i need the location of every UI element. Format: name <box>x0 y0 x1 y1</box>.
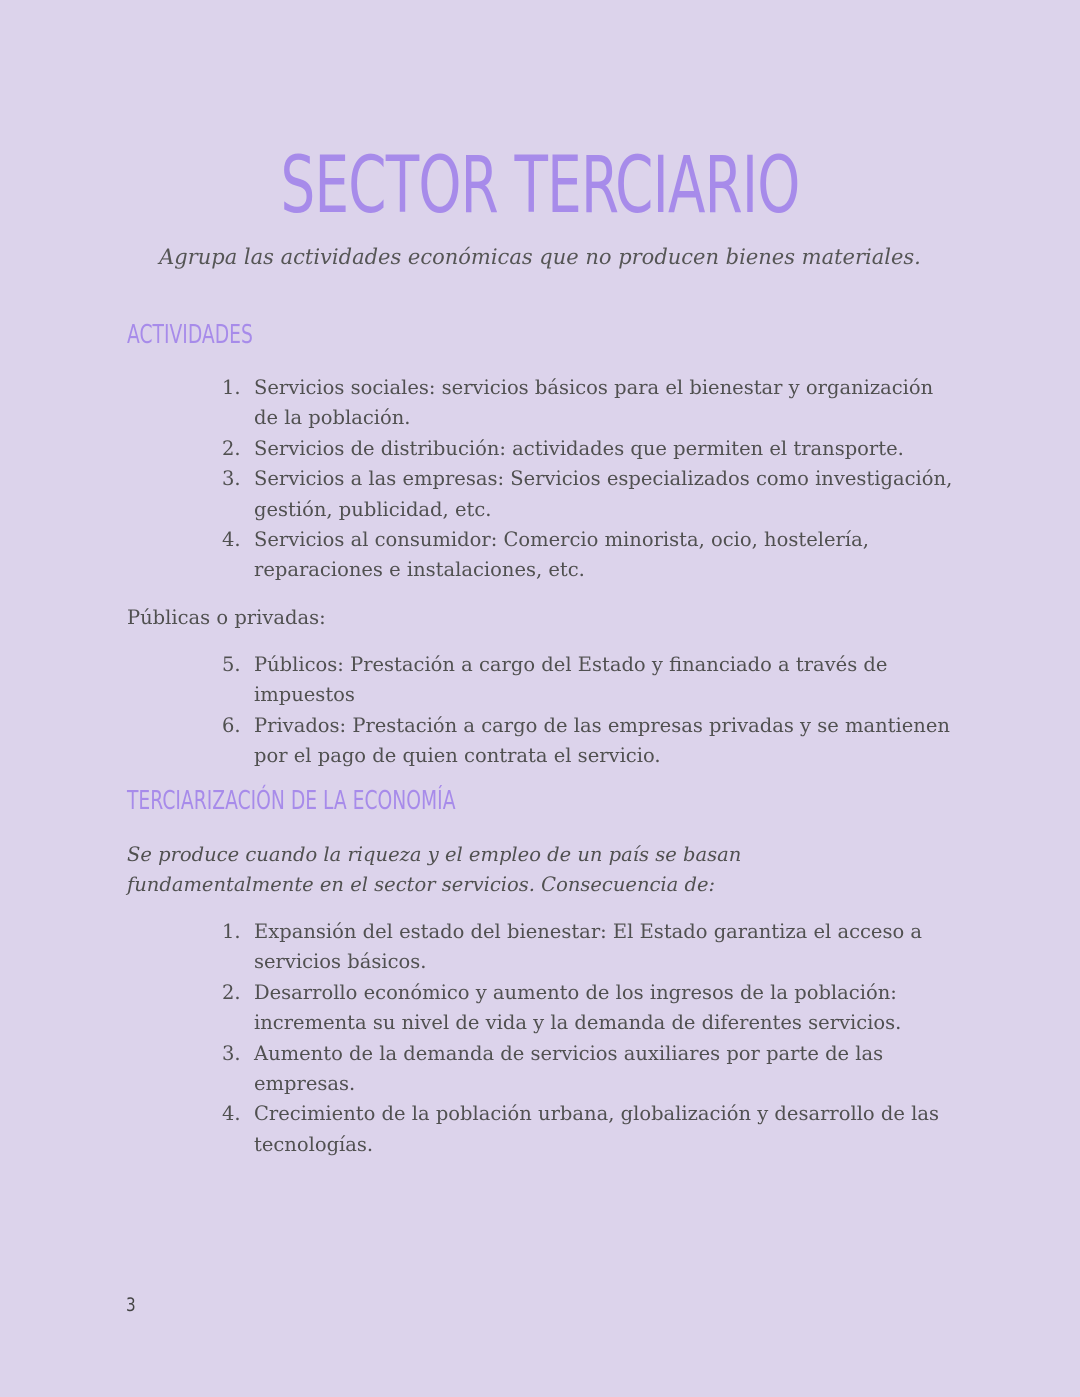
list-item-text: Expansión del estado del bienestar: El Estado garantiza el acceso a servicios básicos. <box>254 920 923 974</box>
section-heading-actividades: ACTIVIDADES <box>127 320 253 350</box>
list-item-text: Servicios al consumidor: Comercio minorista, ocio, hostelería, reparaciones e instalaciones, etc. <box>254 528 869 582</box>
list-item <box>222 373 962 434</box>
list-item-number: 1. <box>222 920 241 943</box>
page-title: SECTOR TERCIARIO <box>280 141 800 231</box>
list-item-number: 4. <box>222 1102 241 1126</box>
list-item-number: 6. <box>222 713 241 737</box>
list-item-number: 1. <box>222 376 241 399</box>
list-item-number: 2. <box>222 980 241 1004</box>
list-item-number: 2. <box>222 436 241 460</box>
page-subtitle: Agrupa las actividades económicas que no producen bienes materiales. <box>159 245 921 269</box>
actividades-list <box>222 373 962 586</box>
page-number: 3 <box>126 1294 136 1316</box>
list-item-text: Servicios de distribución: actividades que permiten el transporte. <box>254 436 904 460</box>
list-item <box>222 1039 962 1100</box>
terciarizacion-intro: Se produce cuando la riqueza y el empleo de un país se basan fundamentalmente en el sector servicios. Consecuencia de: <box>127 843 742 897</box>
publicas-privadas-label: Públicas o privadas: <box>127 606 326 629</box>
list-item <box>222 464 962 525</box>
list-item-number: 5. <box>222 653 241 676</box>
list-item <box>222 711 962 772</box>
publicas-privadas-list <box>222 650 962 772</box>
terciarizacion-list <box>222 917 962 1160</box>
section-heading-terciarizacion: TERCIARIZACIÓN DE LA ECONOMÍA <box>127 786 456 816</box>
list-item-number: 3. <box>222 467 241 491</box>
list-item <box>222 525 962 586</box>
list-item-text: Privados: Prestación a cargo de las empresas privadas y se mantienen por el pago de quien contrata el servicio. <box>254 713 950 768</box>
list-item-number: 3. <box>222 1041 241 1065</box>
list-item <box>222 434 962 464</box>
list-item <box>222 650 962 711</box>
list-item <box>222 1099 962 1160</box>
list-item-text: Aumento de la demanda de servicios auxiliares por parte de las empresas. <box>254 1041 884 1096</box>
list-item-text: Servicios sociales: servicios básicos para el bienestar y organización de la población. <box>254 376 934 430</box>
list-item-text: Desarrollo económico y aumento de los ingresos de la población: incrementa su nivel de vida y la demanda de diferentes servicios. <box>254 980 902 1035</box>
list-item-text: Servicios a las empresas: Servicios especializados como investigación, gestión, publicidad, etc. <box>254 467 953 521</box>
list-item-text: Públicos: Prestación a cargo del Estado y financiado a través de impuestos <box>254 653 888 707</box>
list-item <box>222 917 962 978</box>
list-item-text: Crecimiento de la población urbana, globalización y desarrollo de las tecnologías. <box>254 1102 939 1156</box>
list-item-number: 4. <box>222 528 241 552</box>
list-item <box>222 978 962 1039</box>
